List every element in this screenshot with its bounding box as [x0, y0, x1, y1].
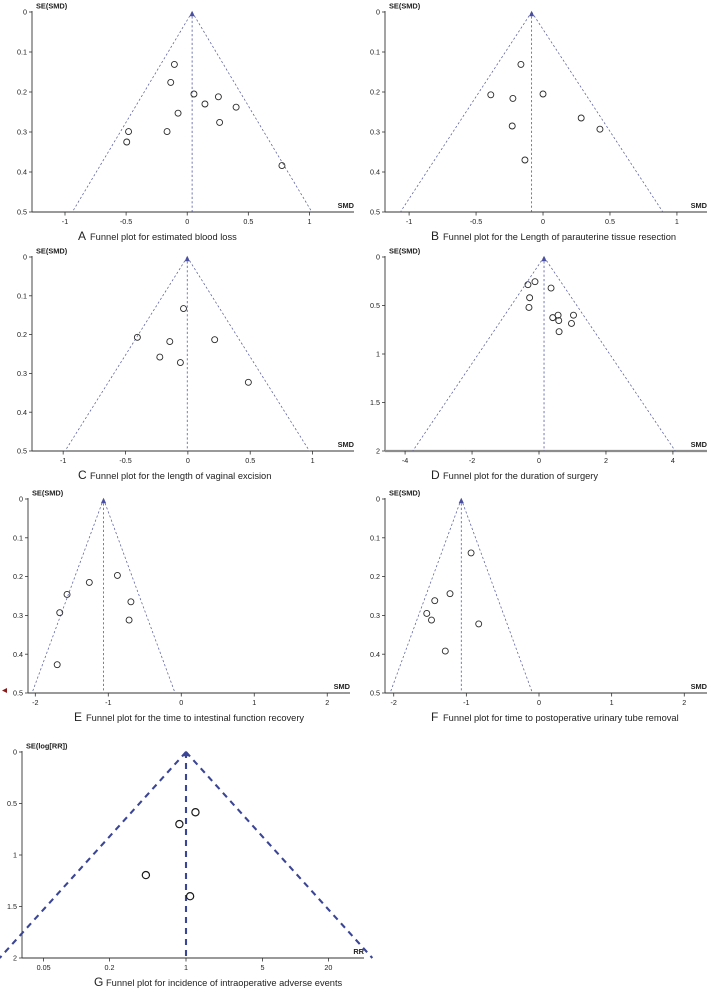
x-tick-label: 0 [541, 217, 546, 226]
panel-letter: C [78, 468, 87, 482]
study-point [556, 329, 562, 335]
funnel-right-edge [192, 12, 312, 212]
study-point [57, 610, 63, 616]
y-tick-label: 0 [19, 494, 23, 504]
y-tick-label: 0.2 [17, 330, 27, 340]
y-tick-label: 0 [13, 747, 17, 757]
study-point [442, 648, 448, 654]
x-tick-label: -2 [32, 698, 39, 707]
x-tick-label: 0 [185, 217, 190, 226]
funnel-apex-arrow [101, 498, 106, 503]
y-tick-label: 0.1 [17, 291, 27, 301]
y-tick-label: 0.5 [370, 207, 380, 217]
y-tick-label: 0.2 [370, 87, 380, 97]
x-tick-label: 0.5 [604, 217, 615, 226]
x-tick-label: -1 [405, 217, 413, 226]
x-axis-title: SMD [333, 682, 350, 691]
x-axis-title: SMD [337, 440, 354, 449]
study-point [181, 306, 187, 312]
study-point [114, 572, 120, 578]
study-point [509, 123, 515, 129]
x-tick-label: 2 [603, 456, 608, 465]
x-axis-title: SMD [690, 440, 707, 449]
y-axis-title: SE(SMD) [36, 246, 68, 256]
study-point [177, 360, 183, 366]
y-tick-label: 0 [23, 7, 27, 17]
study-point [447, 591, 453, 597]
study-point [578, 115, 584, 121]
study-point [233, 104, 239, 110]
study-point [568, 320, 574, 326]
study-point [171, 61, 177, 67]
x-tick-label: -0.5 [119, 217, 133, 226]
study-point [570, 312, 576, 318]
y-tick-label: 0.2 [13, 572, 23, 582]
funnel-apex-arrow [185, 256, 190, 261]
x-tick-label: 20 [324, 963, 333, 972]
y-tick-label: 0.5 [13, 688, 23, 698]
x-tick-label: -0.5 [119, 456, 132, 465]
x-tick-label: 1 [252, 698, 257, 707]
study-point [186, 893, 193, 900]
funnel-left-edge [72, 12, 192, 212]
funnel-left-edge [413, 257, 544, 451]
x-tick-label: 0 [179, 698, 184, 707]
y-tick-label: 0 [376, 7, 380, 17]
y-tick-label: 0.4 [370, 649, 380, 659]
funnel-left-edge [65, 257, 187, 451]
study-point [176, 821, 183, 828]
study-point [212, 337, 218, 343]
study-point [432, 598, 438, 604]
y-tick-label: 0.4 [17, 167, 27, 177]
study-point [522, 157, 528, 163]
study-point [126, 129, 132, 135]
study-point [54, 662, 60, 668]
study-point [245, 379, 251, 385]
funnel-right-edge [104, 499, 176, 693]
x-tick-label: 1 [310, 456, 315, 465]
y-tick-label: 1 [13, 850, 17, 860]
study-point [476, 621, 482, 627]
study-point [191, 91, 197, 97]
x-tick-label: -0.5 [469, 217, 483, 226]
study-point [279, 163, 285, 169]
panel-caption: Funnel plot for incidence of intraoperative adverse events [106, 978, 343, 988]
y-tick-label: 0.1 [370, 47, 380, 57]
x-tick-label: -1 [463, 698, 470, 707]
x-axis-title: RR [353, 947, 364, 956]
panel-letter: D [431, 468, 440, 482]
y-tick-label: 0.5 [370, 688, 380, 698]
y-axis-title: SE(SMD) [389, 1, 421, 11]
study-point [128, 599, 134, 605]
study-point [168, 79, 174, 85]
y-axis-title: SE(SMD) [389, 488, 421, 498]
funnel-panel-d [355, 245, 711, 485]
study-point [142, 871, 149, 878]
study-point [525, 282, 531, 288]
funnel-panel-e [0, 487, 356, 727]
x-tick-label: -4 [401, 456, 409, 465]
x-tick-label: -1 [59, 456, 67, 465]
study-point [468, 550, 474, 556]
x-tick-label: 1 [609, 698, 614, 707]
x-tick-label: 2 [682, 698, 687, 707]
study-point [202, 101, 208, 107]
x-tick-label: -1 [105, 698, 112, 707]
panel-caption: Funnel plot for the Length of parauterine tissue resection [443, 232, 677, 242]
funnel-panel-c [0, 245, 356, 485]
study-point [527, 295, 533, 301]
y-tick-label: 0.5 [17, 446, 27, 456]
x-tick-label: 0 [185, 456, 190, 465]
study-point [597, 126, 603, 132]
y-tick-label: 0.5 [7, 799, 17, 809]
y-tick-label: 0.4 [17, 407, 27, 417]
study-point [488, 92, 494, 98]
study-point [424, 610, 430, 616]
x-tick-label: 0.05 [36, 963, 51, 972]
panel-letter: E [74, 710, 83, 724]
study-point [164, 129, 170, 135]
x-tick-label: 2 [325, 698, 330, 707]
funnel-panel-g [0, 736, 380, 992]
y-tick-label: 0.5 [370, 301, 380, 311]
study-point [215, 94, 221, 100]
y-tick-label: 0.3 [17, 127, 27, 137]
study-point [428, 617, 434, 623]
panel-caption: Funnel plot for estimated blood loss [90, 232, 237, 242]
x-tick-label: 0 [537, 698, 541, 707]
funnel-left-edge [390, 499, 461, 693]
study-point [126, 617, 132, 623]
x-tick-label: -1 [61, 217, 69, 226]
funnel-panel-a [0, 0, 356, 245]
panel-caption: Funnel plot for the time to intestinal function recovery [86, 713, 305, 723]
y-tick-label: 0.4 [370, 167, 380, 177]
x-tick-label: 1 [674, 217, 679, 226]
y-tick-label: 1 [376, 349, 380, 359]
y-tick-label: 0.5 [17, 207, 27, 217]
y-tick-label: 0 [376, 252, 380, 262]
y-tick-label: 0.1 [370, 533, 380, 543]
study-point [64, 591, 70, 597]
study-point [217, 119, 223, 125]
y-tick-label: 0.3 [370, 127, 380, 137]
funnel-panel-b [355, 0, 711, 245]
study-point [86, 579, 92, 585]
funnel-right-edge [187, 257, 309, 451]
y-tick-label: 0.2 [370, 572, 380, 582]
y-tick-label: 1.5 [370, 398, 380, 408]
x-tick-label: 0.5 [245, 456, 256, 465]
y-tick-label: 0.3 [13, 611, 23, 620]
panel-letter: B [431, 229, 440, 243]
x-axis-title: SMD [690, 201, 707, 210]
funnel-left-edge [0, 752, 186, 958]
study-point [167, 339, 173, 345]
y-tick-label: 1.5 [7, 902, 17, 912]
study-point [124, 139, 130, 145]
study-point [157, 354, 163, 360]
funnel-panel-f [355, 487, 711, 727]
funnel-left-edge [400, 12, 531, 212]
x-tick-label: 0.2 [104, 963, 115, 972]
panel-caption: Funnel plot for the length of vaginal excision [90, 471, 272, 481]
panel-letter: G [94, 975, 104, 989]
x-tick-label: 0.5 [243, 217, 254, 226]
funnel-apex-arrow [459, 498, 464, 503]
y-tick-label: 0.3 [17, 369, 27, 378]
y-axis-title: SE(SMD) [32, 488, 64, 498]
red-edge-marker [2, 688, 7, 693]
study-point [192, 809, 199, 816]
funnel-left-edge [32, 499, 104, 693]
funnel-right-edge [544, 257, 675, 451]
y-tick-label: 2 [13, 953, 17, 963]
study-point [526, 304, 532, 310]
y-tick-label: 0 [376, 494, 380, 504]
study-point [518, 61, 524, 67]
funnel-right-edge [186, 752, 372, 958]
study-point [175, 110, 181, 116]
y-tick-label: 0.1 [13, 533, 23, 543]
x-axis-title: SMD [337, 201, 354, 210]
x-tick-label: 0 [537, 456, 541, 465]
x-axis-title: SMD [690, 682, 707, 691]
study-point [548, 285, 554, 291]
panel-caption: Funnel plot for the duration of surgery [443, 471, 599, 481]
funnel-apex-arrow [529, 11, 534, 16]
x-tick-label: 4 [670, 456, 675, 465]
x-tick-label: 5 [260, 963, 265, 972]
study-point [134, 334, 140, 340]
panel-caption: Funnel plot for time to postoperative urinary tube removal [443, 713, 679, 723]
y-axis-title: SE(log[RR]) [26, 741, 68, 751]
panel-letter: A [78, 229, 87, 243]
x-tick-label: -2 [468, 456, 476, 465]
y-tick-label: 0 [23, 252, 27, 262]
y-tick-label: 2 [376, 446, 380, 456]
funnel-apex-arrow [190, 11, 195, 16]
y-tick-label: 0.4 [13, 649, 23, 659]
x-tick-label: -2 [390, 698, 397, 707]
y-axis-title: SE(SMD) [389, 246, 421, 256]
x-tick-label: 1 [307, 217, 312, 226]
study-point [540, 91, 546, 97]
study-point [510, 95, 516, 101]
funnel-right-edge [532, 12, 663, 212]
funnel-apex-arrow [541, 256, 546, 261]
x-tick-label: 1 [184, 963, 188, 972]
panel-letter: F [431, 710, 439, 724]
y-tick-label: 0.1 [17, 47, 27, 57]
y-tick-label: 0.2 [17, 87, 27, 97]
y-tick-label: 0.3 [370, 611, 380, 620]
funnel-right-edge [461, 499, 532, 693]
y-axis-title: SE(SMD) [36, 1, 68, 11]
study-point [532, 279, 538, 285]
